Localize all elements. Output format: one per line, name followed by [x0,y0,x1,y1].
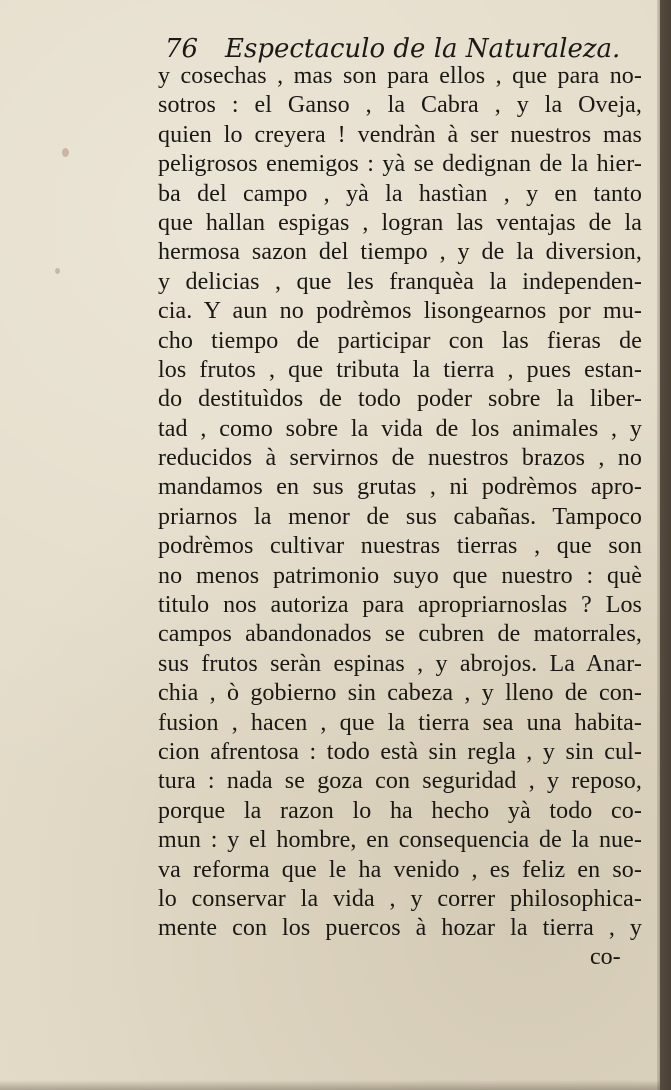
foxing-spot [55,268,60,274]
text-line: peligrosos enemigos : yà se dedignan de la hier- [158,151,642,178]
text-line: titulo nos autoriza para apropriarnoslas ? Los [158,592,642,619]
text-line: hermosa sazon del tiempo , y de la diversion, [158,239,642,266]
text-line: fusion , hacen , que la tierra sea una habita- [158,709,642,736]
text-line: ba del campo , yà la hastìan , y en tanto [158,180,642,207]
catchword: co- [590,944,621,970]
text-line: no menos patrimonio suyo que nuestro : què [158,562,642,589]
text-line: do destituìdos de todo poder sobre la liber- [158,386,642,413]
running-header [165,34,620,64]
text-line: tad , como sobre la vida de los animales , y [158,415,642,442]
text-line: y cosechas , mas son para ellos , que para no- [158,63,642,89]
text-line: va reforma que le ha venido , es feliz en so- [158,856,642,883]
body-text [158,62,642,944]
text-line: lo conservar la vida , y correr philosophica- [158,885,642,912]
text-line: mandamos en sus grutas , ni podrèmos apro- [158,474,642,501]
text-line: reducidos à servirnos de nuestros brazos , no [158,445,642,472]
text-line: quien lo creyera ! vendràn à ser nuestros mas [158,121,642,148]
page-number: 76 [165,34,199,64]
foxing-spot [62,148,69,157]
text-line: priarnos la menor de sus cabañas. Tampoco [158,503,642,530]
text-line: mente con los puercos à hozar la tierra , y [158,915,642,942]
text-line: sus frutos seràn espinas , y abrojos. La Anar- [158,650,642,677]
text-line: que hallan espigas , logran las ventajas de la [158,209,642,236]
text-line: cia. Y aun no podrèmos lisongearnos por mu- [158,298,642,325]
binding-shadow [657,0,671,1090]
text-line: y delicias , que les franquèa la independen- [158,268,642,295]
text-line: podrèmos cultivar nuestras tierras , que son [158,533,642,560]
text-line: porque la razon lo ha hecho yà todo co- [158,797,642,824]
text-line: mun : y el hombre, en consequencia de la nue- [158,827,642,854]
text-line: cion afrentosa : todo està sin regla , y sin cul- [158,738,642,765]
text-line: tura : nada se goza con seguridad , y reposo, [158,768,642,795]
text-line: cho tiempo de participar con las fieras de [158,327,642,354]
text-line: sotros : el Ganso , la Cabra , y la Oveja, [158,92,642,119]
text-line: campos abandonados se cubren de matorrales, [158,621,642,648]
text-line: chia , ò gobierno sin cabeza , y lleno de con- [158,680,642,707]
running-title: Espectaculo de la Naturaleza. [225,34,621,64]
page-bottom-edge [0,1080,660,1090]
text-line: los frutos , que tributa la tierra , pues estan- [158,356,642,383]
